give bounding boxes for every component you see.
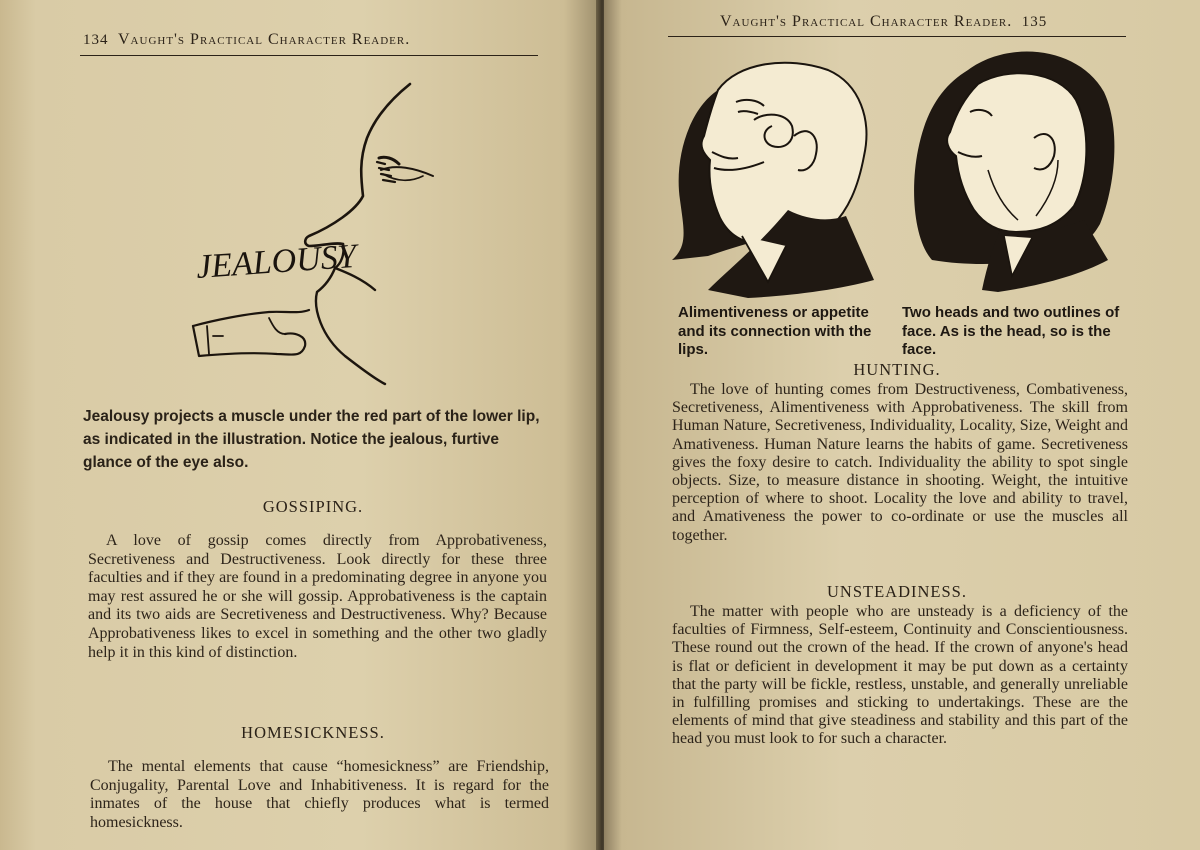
jealousy-lettering: JEALOUSY	[194, 237, 358, 286]
right-page-number: 135	[1021, 14, 1048, 30]
homesickness-heading: HOMESICKNESS.	[241, 723, 385, 742]
left-running-head	[83, 31, 410, 49]
homesickness-paragraph: The mental elements that cause “homesickness” are Friendship, Conjugality, Parental Love and Inhabitiveness. It is regard for the inmates of the house that chiefly produces what is termed homesickness.	[90, 758, 549, 831]
alimentiveness-caption: Alimentiveness or appetite and its connection with the lips.	[678, 304, 872, 358]
right-running-title: Vaught's Practical Character Reader.	[720, 13, 1013, 30]
left-head-rule	[80, 55, 538, 56]
right-running-head	[720, 13, 1047, 31]
right-head-rule	[668, 36, 1126, 37]
alimentiveness-head-illustration	[668, 50, 878, 300]
jealousy-caption: Jealousy projects a muscle under the red part of the lower lip, as indicated in the illustration. Notice the jealous, furtive glance of the eye also.	[83, 408, 540, 471]
left-running-title: Vaught's Practical Character Reader.	[118, 31, 411, 48]
hunting-heading: HUNTING.	[853, 360, 941, 379]
two-heads-illustration	[908, 40, 1120, 302]
left-page-number: 134	[83, 32, 109, 48]
gossiping-heading: GOSSIPING.	[262, 497, 364, 516]
right-page	[604, 0, 1200, 850]
gossiping-paragraph: A love of gossip comes directly from Approbativeness, Secretiveness and Destructiveness. Look directly for these three faculties and if they are found in a predominating degree in anyone you may rest assured he or she will gossip. Approbativeness is the captain and its two aids are Secretiveness and Destructiveness. Why? Because Approbativeness likes to excel in something and the other two gladly help it in this kind of distinction.	[88, 532, 547, 661]
two-heads-caption: Two heads and two outlines of face. As is the head, so is the face.	[902, 304, 1120, 358]
unsteadiness-heading: UNSTEADINESS.	[827, 582, 967, 601]
jealousy-profile-illustration	[185, 78, 455, 398]
hunting-paragraph: The love of hunting comes from Destructiveness, Combativeness, Secretiveness, Alimentiveness with Approbativeness. The skill from Human Nature, Secretiveness, Individuality, Locality, Size, Weight and Amativeness. Human Nature learns the habits of game. Secretiveness gives the foxy desire to catch. Individuality the ability to spot single objects. Size, to measure distance in shooting. Weight, the intuitive perception of where to shoot. Locality the love and ability to travel, and Amativeness the power to co-ordinate or use the muscles all together.	[672, 381, 1128, 544]
unsteadiness-paragraph: The matter with people who are unsteady is a deficiency of the faculties of Firmness, Self-esteem, Continuity and Conscientiousness. These round out the crown of the head. If the crown of anyone's head is flat or deficient in development it may be put down as a certainty that the party will be fickle, restless, unstable, and generally unreliable in fulfilling promises and sticking to undertakings. These are the elements of mind that give steadiness and stability and this part of the head you must look to for such a character.	[672, 603, 1128, 748]
